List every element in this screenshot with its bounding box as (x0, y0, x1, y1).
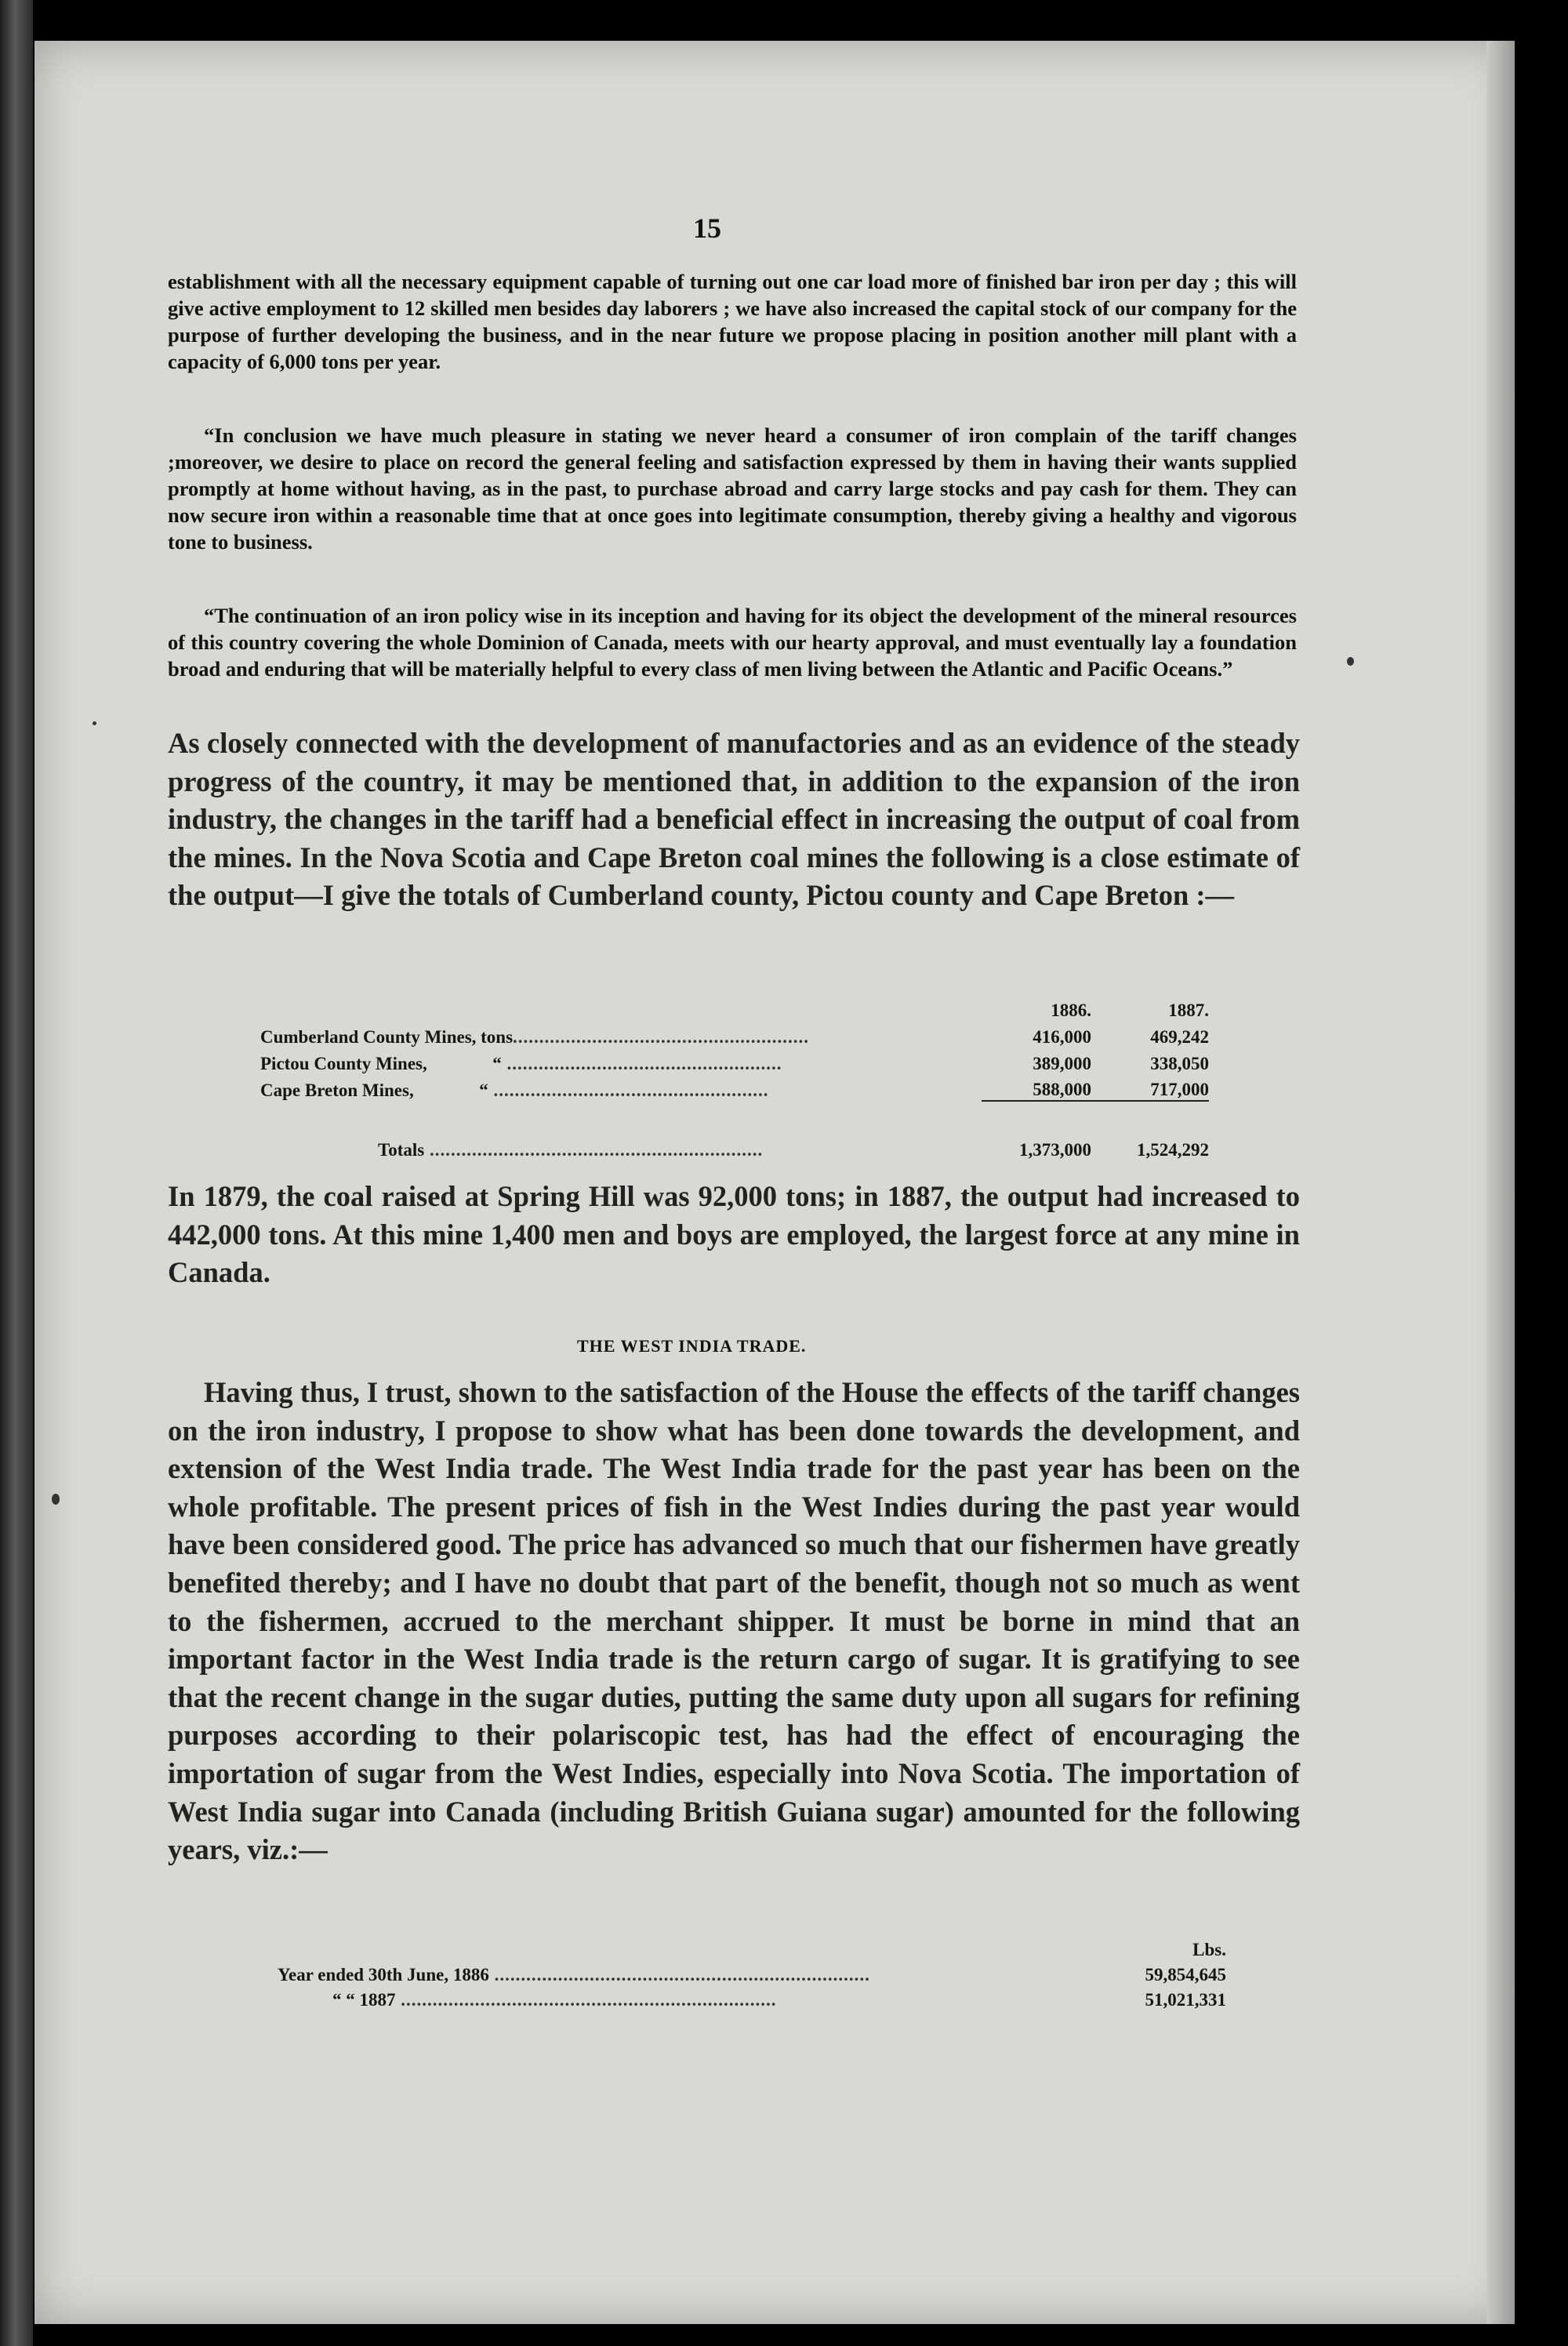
table-row (278, 1960, 1226, 1985)
sugar-import-table (278, 1937, 1226, 2010)
ink-speck (52, 1494, 60, 1505)
table-header-row (278, 1937, 1226, 1960)
paragraph-west-india-trade: Having thus, I trust, shown to the satisfaction of the House the effects of the tariff changes on the iron industry, I propose to show what has been done towards the development, and extension of the West India trade. The West India trade for the past year has been on the whole profitable. The present prices of fish in the West Indies during the past year would have been considered good. The price has advanced so much that our fishermen have greatly benefited thereby; and I have no doubt that part of the benefit, though not so much as went to the fishermen, accrued to the merchant shipper. It must be borne in mind that an important factor in the West India trade is the return cargo of sugar. It is gratifying to see that the recent change in the sugar duties, putting the same duty upon all sugars for refining purposes according to their polariscopic test, has had the effect of encouraging the importation of sugar from the West Indies, especially into Nova Scotia. The importation of West India sugar into Canada (including British Guiana sugar) amounted for the following years, viz.:— (168, 1376, 1300, 1866)
cell-1887: 338,050 (1150, 1054, 1209, 1073)
table-row (278, 1985, 1226, 2010)
ditto-mark: “ (492, 1054, 502, 1073)
leader-dots: .................................................... (501, 1054, 782, 1073)
cell-1886: 389,000 (1033, 1054, 1091, 1073)
row-label: Pictou County Mines, (260, 1054, 427, 1073)
cell-1886: 588,000 (1033, 1080, 1091, 1099)
page-number: 15 (693, 212, 721, 244)
document-page (34, 41, 1515, 2324)
leader-dots: .................................................... (488, 1080, 769, 1100)
paragraph-coal-output: As closely connected with the development of manufactories and as an evidence of the steady progress of the country, it may be mentioned that, in addition to the expansion of the iron industry, the changes in the tariff had a beneficial effect in increasing the output of coal from the mines. In the Nova Scotia and Cape Breton coal mines the following is a close estimate of the output—I give the totals of Cumberland county, Pictou county and Cape Breton :— (168, 727, 1300, 912)
cell-1887: 469,242 (1150, 1027, 1209, 1047)
quote-paragraph-1: establishment with all the necessary equipment capable of turning out one car load more of finished bar iron per day ; this will give active employment to 12 skilled men besides day laborers ; we have also increased the capital stock of our company for the purpose of further developing the business, and in the near future we propose placing in position another mill plant with a capacity of 6,000 tons per year. (168, 270, 1297, 373)
leader-dots: ........................................................ (513, 1027, 810, 1047)
leader-dots: ............................................................... (424, 1140, 764, 1160)
cell-lbs: 59,854,645 (1145, 1965, 1226, 1985)
ditto-mark: “ (479, 1080, 488, 1100)
table-row (260, 1074, 1209, 1101)
leader-dots: ....................................................................... (395, 1990, 777, 2010)
row-label: Year ended 30th June, 1886 (278, 1965, 489, 1985)
table-row (260, 1021, 1209, 1048)
column-header-1886: 1886. (1051, 1000, 1091, 1020)
row-label: “ “ 1887 (332, 1990, 396, 2010)
page-shadow-edge (1486, 41, 1515, 2324)
total-1886: 1,373,000 (982, 1101, 1091, 1160)
row-label: Cumberland County Mines, tons (260, 1027, 514, 1047)
row-label: Cape Breton Mines, (260, 1080, 414, 1100)
column-header-unit: Lbs. (1192, 1940, 1226, 1959)
adjacent-page-edge (0, 0, 33, 2346)
section-heading: THE WEST INDIA TRADE. (577, 1336, 807, 1356)
total-1887: 1,524,292 (1091, 1101, 1209, 1160)
quote-paragraph-3: “The continuation of an iron policy wise in its inception and having for its object the development of the mineral resources of this country covering the whole Dominion of Canada, meets with our hearty approval, and must eventually lay a foundation broad and enduring that will be materially helpful to every class of men living between the Atlantic and Pacific Oceans.” (168, 604, 1297, 681)
ink-speck (93, 721, 96, 725)
cell-1886: 416,000 (1033, 1027, 1091, 1047)
table-row (260, 1048, 1209, 1074)
cell-1887: 717,000 (1150, 1080, 1209, 1099)
column-header-1887: 1887. (1168, 1000, 1209, 1020)
cell-lbs: 51,021,331 (1145, 1990, 1226, 2010)
coal-output-table (260, 996, 1209, 1160)
ink-speck (1347, 657, 1354, 666)
paragraph-spring-hill: In 1879, the coal raised at Spring Hill was 92,000 tons; in 1887, the output had increased to 442,000 tons. At this mine 1,400 men and boys are employed, the largest force at any mine in Canada. (168, 1180, 1300, 1289)
leader-dots: ....................................................................... (488, 1965, 870, 1985)
total-label: Totals (378, 1140, 425, 1160)
quote-paragraph-2: “In conclusion we have much pleasure in stating we never heard a consumer of iron complain of the tariff changes ;moreover, we desire to place on record the general feeling and satisfaction expressed by them in having their wants supplied promptly at home without having, as in the past, to purchase abroad and carry large stocks and pay cash for them. They can now secure iron within a reasonable time that at once goes into legitimate consumption, thereby giving a healthy and vigorous tone to business. (168, 423, 1297, 554)
table-header-row (260, 996, 1209, 1021)
table-total-row (260, 1101, 1209, 1160)
